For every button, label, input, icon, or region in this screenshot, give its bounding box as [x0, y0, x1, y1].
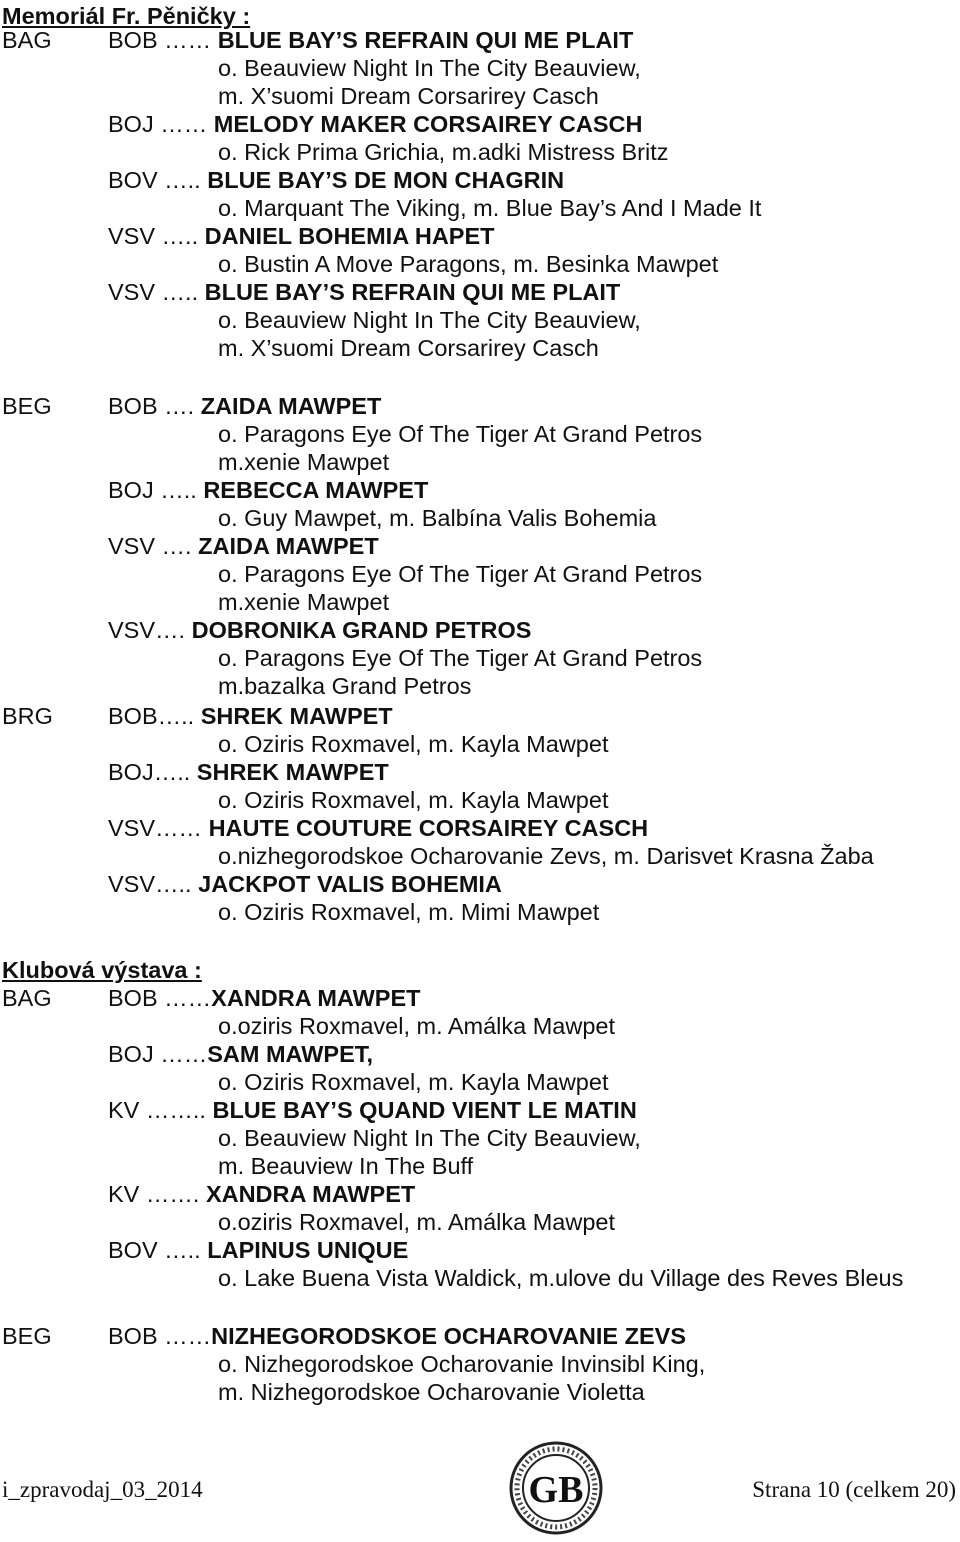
pedigree-line: o.oziris Roxmavel, m. Amálka Mawpet [218, 1013, 616, 1039]
award-entry: VSV ….. DANIEL BOHEMIA HAPET [108, 223, 495, 249]
dog-name: BLUE BAY’S DE MON CHAGRIN [207, 167, 565, 193]
award-entry: BOJ ….. REBECCA MAWPET [108, 477, 429, 503]
pedigree-line: o. Paragons Eye Of The Tiger At Grand Petros [218, 645, 703, 671]
pedigree-line: m. X’suomi Dream Corsarirey Casch [218, 335, 599, 361]
pedigree-line: o. Guy Mawpet, m. Balbína Valis Bohemia [218, 505, 657, 531]
breed-label-beg: BEG [2, 1323, 52, 1349]
award-entry: BOB ……XANDRA MAWPET [108, 985, 421, 1011]
dog-name: BLUE BAY’S QUAND VIENT LE MATIN [212, 1097, 637, 1123]
logo-letters: GB [528, 1469, 584, 1511]
dog-name: DOBRONIKA GRAND PETROS [191, 617, 532, 643]
pedigree-line: o.nizhegorodskoe Ocharovanie Zevs, m. Darisvet Krasna Žaba [218, 843, 874, 869]
pedigree-line: m.xenie Mawpet [218, 449, 390, 475]
award-entry: BOB ……NIZHEGORODSKOE OCHAROVANIE ZEVS [108, 1323, 687, 1349]
pedigree-line: m. X’suomi Dream Corsarirey Casch [218, 83, 599, 109]
dog-name: ZAIDA MAWPET [198, 533, 379, 559]
award-entry: KV …….. BLUE BAY’S QUAND VIENT LE MATIN [108, 1097, 637, 1123]
pedigree-line: o.oziris Roxmavel, m. Amálka Mawpet [218, 1209, 616, 1235]
dog-name: ZAIDA MAWPET [200, 393, 382, 419]
dog-name: SAM MAWPET, [207, 1041, 374, 1067]
award-entry: BOJ …… MELODY MAKER CORSAIREY CASCH [108, 111, 643, 137]
pedigree-line: m. Beauview In The Buff [218, 1153, 474, 1179]
breed-label-brg: BRG [2, 703, 53, 729]
dog-name: XANDRA MAWPET [205, 1181, 416, 1207]
award-entry: VSV….. JACKPOT VALIS BOHEMIA [108, 871, 502, 897]
award-entry: VSV…. DOBRONIKA GRAND PETROS [108, 617, 532, 643]
pedigree-line: o. Oziris Roxmavel, m. Kayla Mawpet [218, 731, 609, 757]
breed-label-beg: BEG [2, 393, 52, 419]
pedigree-line: o. Bustin A Move Paragons, m. Besinka Mawpet [218, 251, 719, 277]
section-title-memorial: Memoriál Fr. Pěničky : [2, 3, 251, 29]
pedigree-line: o. Oziris Roxmavel, m. Kayla Mawpet [218, 1069, 609, 1095]
dog-name: SHREK MAWPET [200, 703, 393, 729]
award-entry: KV ……. XANDRA MAWPET [108, 1181, 416, 1207]
pedigree-line: o. Paragons Eye Of The Tiger At Grand Petros [218, 561, 703, 587]
pedigree-line: o. Nizhegorodskoe Ocharovanie Invinsibl King, [218, 1351, 706, 1377]
award-entry: VSV…… HAUTE COUTURE CORSAIREY CASCH [108, 815, 649, 841]
pedigree-line: m.xenie Mawpet [218, 589, 390, 615]
footer-page-number: Strana 10 (celkem 20) [752, 1477, 956, 1502]
pedigree-line: o. Oziris Roxmavel, m. Mimi Mawpet [218, 899, 600, 925]
pedigree-line: m.bazalka Grand Petros [218, 673, 472, 699]
award-entry: BOB …… BLUE BAY’S REFRAIN QUI ME PLAIT [108, 27, 634, 53]
dog-name: LAPINUS UNIQUE [207, 1237, 409, 1263]
award-entry: BOV ….. BLUE BAY’S DE MON CHAGRIN [108, 167, 565, 193]
footer-doc-name: i_zpravodaj_03_2014 [2, 1477, 203, 1502]
award-entry: BOJ….. SHREK MAWPET [108, 759, 389, 785]
award-entry: BOB….. SHREK MAWPET [108, 703, 393, 729]
pedigree-line: m. Nizhegorodskoe Ocharovanie Violetta [218, 1379, 645, 1405]
breed-label-bag: BAG [2, 27, 52, 53]
dog-name: BLUE BAY’S REFRAIN QUI ME PLAIT [204, 279, 621, 305]
dog-name: DANIEL BOHEMIA HAPET [204, 223, 495, 249]
pedigree-line: o. Beauview Night In The City Beauview, [218, 307, 641, 333]
dog-name: MELODY MAKER CORSAIREY CASCH [213, 111, 643, 137]
award-entry: BOB …. ZAIDA MAWPET [108, 393, 382, 419]
pedigree-line: o. Rick Prima Grichia, m.adki Mistress Britz [218, 139, 669, 165]
award-entry: BOV ….. LAPINUS UNIQUE [108, 1237, 409, 1263]
dog-name: BLUE BAY’S REFRAIN QUI ME PLAIT [217, 27, 634, 53]
pedigree-line: o. Beauview Night In The City Beauview, [218, 1125, 641, 1151]
dog-name: XANDRA MAWPET [211, 985, 421, 1011]
award-entry: VSV ….. BLUE BAY’S REFRAIN QUI ME PLAIT [108, 279, 621, 305]
pedigree-line: o. Lake Buena Vista Waldick, m.ulove du Village des Reves Bleus [218, 1265, 904, 1291]
section-title-klubova: Klubová výstava : [2, 957, 202, 983]
club-logo-icon [508, 1440, 604, 1536]
dog-name: NIZHEGORODSKOE OCHAROVANIE ZEVS [211, 1323, 687, 1349]
pedigree-line: o. Paragons Eye Of The Tiger At Grand Petros [218, 421, 703, 447]
pedigree-line: o. Beauview Night In The City Beauview, [218, 55, 641, 81]
award-entry: BOJ ……SAM MAWPET, [108, 1041, 374, 1067]
pedigree-line: o. Marquant The Viking, m. Blue Bay’s And I Made It [218, 195, 762, 221]
breed-label-bag: BAG [2, 985, 52, 1011]
pedigree-line: o. Oziris Roxmavel, m. Kayla Mawpet [218, 787, 609, 813]
dog-name: REBECCA MAWPET [203, 477, 429, 503]
award-entry: VSV …. ZAIDA MAWPET [108, 533, 379, 559]
dog-name: JACKPOT VALIS BOHEMIA [198, 871, 502, 897]
dog-name: HAUTE COUTURE CORSAIREY CASCH [208, 815, 649, 841]
dog-name: SHREK MAWPET [196, 759, 389, 785]
